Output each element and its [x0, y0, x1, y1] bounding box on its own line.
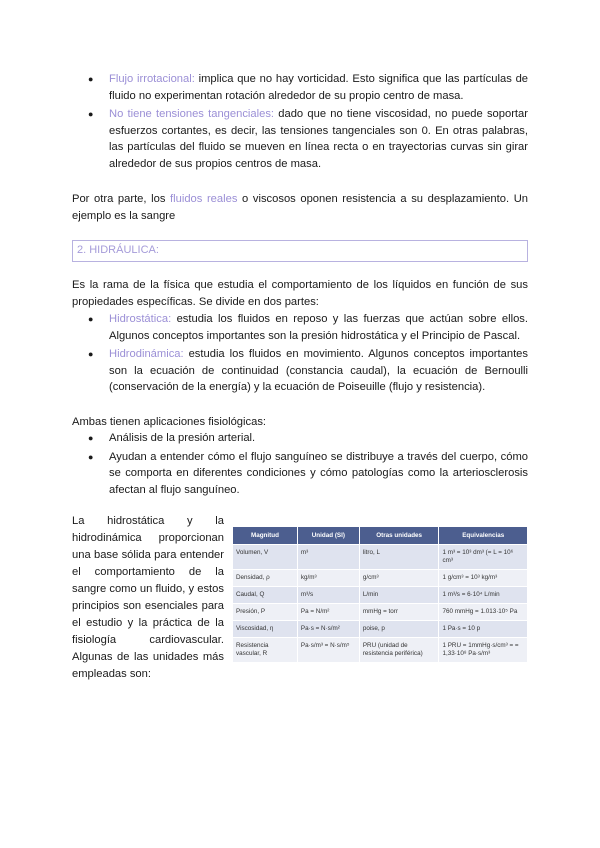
table-cell: 1 m³ = 10³ dm³ (= L = 10⁶ cm³	[439, 545, 528, 570]
text-segment: o viscosos oponen resistencia a su desplazamiento. Un ejemplo es la sangre	[72, 193, 528, 222]
column-header: Magnitud	[233, 527, 298, 545]
table-cell: Pa·s = N·s/m²	[297, 621, 359, 638]
table-cell: Caudal, Q	[233, 587, 298, 604]
item-text: dado que no tiene viscosidad, no puede soportar esfuerzos cortantes, es decir, las tensiones tangenciales son 0. En otras palabras, las partículas del fluido se mueven en línea recta o en trayectorias curvas sin girar alrededor de sus propios centros de masa.	[109, 108, 528, 170]
table-header-row	[233, 527, 528, 545]
bullet-icon: ●	[88, 349, 94, 360]
table-cell: 1 g/cm³ = 10³ kg/m³	[439, 570, 528, 587]
bullet-icon: ●	[88, 74, 94, 84]
term-hydrodynamics: Hidrodinámica:	[109, 348, 184, 361]
term-no-tangential: No tiene tensiones tangenciales:	[109, 108, 275, 121]
table-cell: Volumen, V	[233, 545, 298, 570]
table-cell: Resistencia vascular, R	[233, 638, 298, 663]
bullet-icon: ●	[88, 433, 94, 443]
section-heading	[72, 240, 528, 262]
table-cell: 760 mmHg = 1.013·10⁵ Pa	[439, 604, 528, 621]
table-cell: m³	[297, 545, 359, 570]
units-table	[232, 526, 528, 663]
list-item	[72, 71, 528, 104]
applications-list	[72, 430, 528, 500]
table-cell: Densidad, ρ	[233, 570, 298, 587]
table-cell: 1 Pa·s = 10 p	[439, 621, 528, 638]
side-paragraph: La hidrostática y la hidrodinámica proporcionan una base sólida para entender el comportamiento de la sangre como un fluido, y estos principios son esenciales para el estudio y la práctica de la fisiología cardiovascular. Algunas de las unidades más empleadas son:	[72, 515, 224, 680]
table-row	[233, 570, 528, 587]
real-fluids-paragraph	[72, 191, 528, 225]
table-cell: Pa = N/m²	[297, 604, 359, 621]
fluid-properties-list	[72, 71, 528, 175]
table-row	[233, 604, 528, 621]
table-cell: litro, L	[359, 545, 439, 570]
table-cell: kg/m³	[297, 570, 359, 587]
section-title: 2. HIDRÁULICA:	[77, 244, 159, 256]
table-cell: Pa·s/m³ = N·s/m⁵	[297, 638, 359, 663]
table-cell: L/min	[359, 587, 439, 604]
table-cell: poise, p	[359, 621, 439, 638]
item-text: estudia los fluidos en movimiento. Algunos conceptos importantes son la ecuación de continuidad (constancia caudal), la ecuación de Bernoulli (conservación de la energía) y la ecuación de Poiseuille (flujo y resistencia).	[109, 348, 528, 394]
table-row	[233, 621, 528, 638]
list-item	[72, 311, 528, 344]
table-cell: PRU (unidad de resistencia periférica)	[359, 638, 439, 663]
table-cell: Viscosidad, η	[233, 621, 298, 638]
column-header: Equivalencias	[439, 527, 528, 545]
text-segment: Por otra parte, los	[72, 193, 171, 205]
applications-intro: Ambas tienen aplicaciones fisiológicas:	[72, 416, 267, 428]
list-item	[72, 346, 528, 396]
table-cell: m³/s	[297, 587, 359, 604]
table-row	[233, 545, 528, 570]
item-text: estudia los fluidos en reposo y las fuerzas que actúan sobre ellos. Algunos conceptos importantes son la presión hidrostática y el Principio de Pascal.	[109, 313, 528, 342]
table-cell: 1 PRU = 1mmHg·s/cm³ = = 1,33·10⁸ Pa·s/m³	[439, 638, 528, 663]
table-row	[233, 587, 528, 604]
column-header: Otras unidades	[359, 527, 439, 545]
bullet-icon: ●	[88, 109, 94, 120]
intro-paragraph: Es la rama de la física que estudia el comportamiento de los líquidos en función de sus propiedades específicas. Se divide en dos partes:	[72, 279, 528, 308]
table-cell: mmHg = torr	[359, 604, 439, 621]
list-item	[72, 430, 528, 447]
item-text: Ayudan a entender cómo el flujo sanguíneo se distribuye a través del cuerpo, cómo se comporta en diferentes condiciones y cómo patologías como la arteriosclerosis afectan al flujo sanguíneo.	[109, 450, 528, 496]
term-real-fluids: fluidos reales	[170, 193, 238, 205]
column-header: Unidad (SI)	[297, 527, 359, 545]
parts-list	[72, 311, 528, 398]
table-cell: g/cm³	[359, 570, 439, 587]
item-text: implica que no hay vorticidad. Esto significa que las partículas de fluido no experimentan rotación alrededor de su propio centro de masa.	[109, 73, 529, 102]
term-hydrostatics: Hidrostática:	[109, 313, 172, 325]
table-row	[233, 638, 528, 663]
list-item	[72, 106, 528, 172]
bullet-icon: ●	[88, 451, 94, 462]
bullet-icon: ●	[88, 314, 94, 324]
term-irrotational: Flujo irrotacional:	[109, 73, 195, 85]
table-cell: Presión, P	[233, 604, 298, 621]
list-item	[72, 449, 528, 499]
table-cell: 1 m³/s = 6·10⁴ L/min	[439, 587, 528, 604]
item-text: Análisis de la presión arterial.	[109, 432, 256, 444]
